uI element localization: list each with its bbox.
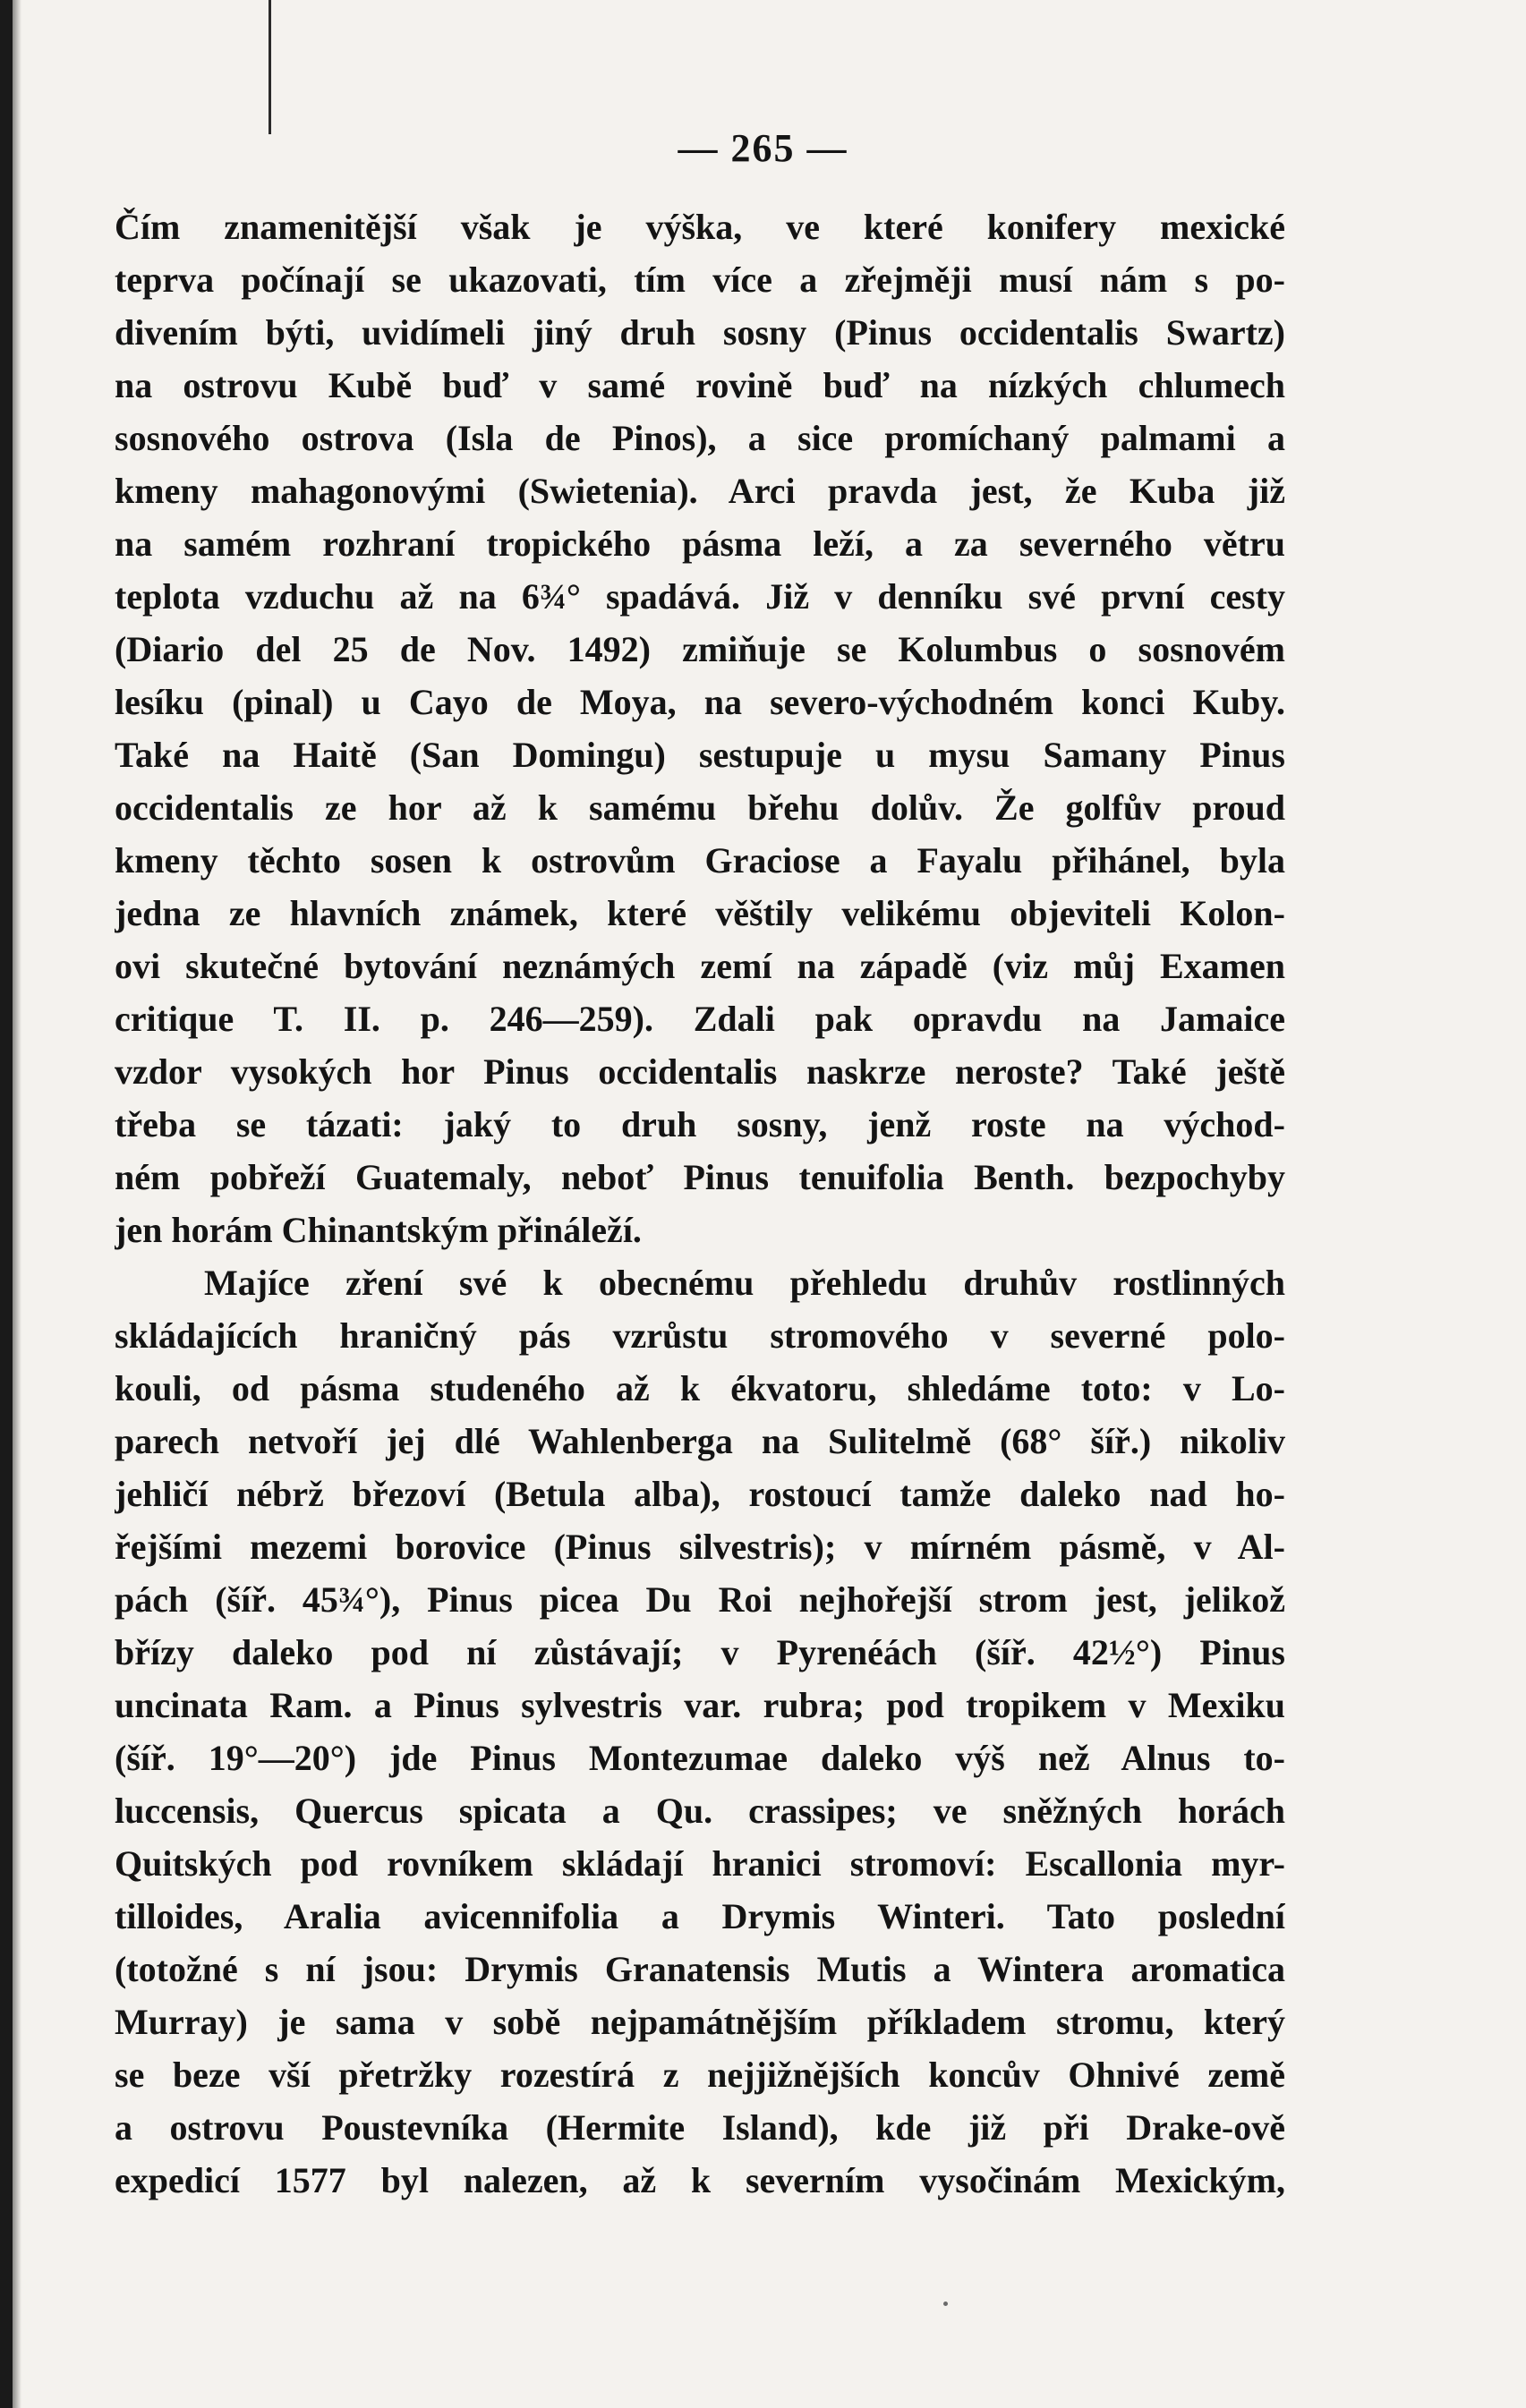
text-line: sosnového ostrova (Isla de Pinos), a sice promíchaný palmami a (115, 418, 1285, 458)
text-line: Quitských pod rovníkem skládají hranici stromoví: Escallonia myr- (115, 1843, 1285, 1884)
binding-line (269, 0, 271, 134)
text-line: vzdor vysokých hor Pinus occidentalis naskrze neroste? Také ještě (115, 1051, 1285, 1092)
text-line: (šíř. 19°—20°) jde Pinus Montezumae daleko výš než Alnus to- (115, 1738, 1285, 1778)
text-line: břízy daleko pod ní zůstávají; v Pyrenéách (šíř. 42½°) Pinus (115, 1632, 1285, 1672)
text-line: (Diario del 25 de Nov. 1492) zmiňuje se Kolumbus o sosnovém (115, 629, 1285, 669)
paragraph-end-line: jen horám Chinantským přináleží. (115, 1210, 642, 1250)
page-number-header: — 265 — (678, 126, 848, 170)
text-line: kouli, od pásma studeného až k ékvatoru, shledáme toto: v Lo- (115, 1368, 1285, 1408)
scan-speck (943, 2302, 948, 2306)
text-line: kmeny těchto sosen k ostrovům Graciose a Fayalu přihánel, byla (115, 840, 1285, 881)
text-line: řejšími mezemi borovice (Pinus silvestris); v mírném pásmě, v Al- (115, 1527, 1285, 1567)
text-line: ném pobřeží Guatemaly, neboť Pinus tenuifolia Benth. bezpochyby (115, 1157, 1285, 1197)
text-line: expedicí 1577 byl nalezen, až k severním vysočinám Mexickým, (115, 2160, 1285, 2200)
scan-edge-shadow (13, 0, 21, 2408)
text-line: ovi skutečné bytování neznámých zemí na západě (viz můj Examen (115, 946, 1285, 986)
body-text (115, 200, 1285, 2207)
text-line: tilloides, Aralia avicennifolia a Drymis Winteri. Tato poslední (115, 1896, 1285, 1936)
text-line: divením býti, uvidímeli jiný druh sosny (Pinus occidentalis Swartz) (115, 312, 1285, 353)
scan-left-edge (0, 0, 13, 2408)
text-line: skládajících hraničný pás vzrůstu stromového v severné polo- (115, 1315, 1285, 1356)
text-line: Murray) je sama v sobě nejpamátnějším příkladem stromu, který (115, 2002, 1285, 2042)
text-line: critique T. II. p. 246—259). Zdali pak opravdu na Jamaice (115, 999, 1285, 1039)
text-line: Také na Haitě (San Domingu) sestupuje u mysu Samany Pinus (115, 735, 1285, 775)
text-line: se beze vší přetržky rozestírá z nejjižnějších koncův Ohnivé země (115, 2055, 1285, 2095)
text-line: luccensis, Quercus spicata a Qu. crassipes; ve sněžných horách (115, 1791, 1285, 1831)
text-line: jedna ze hlavních známek, které věštily velikému objeviteli Kolon- (115, 893, 1285, 933)
text-line: a ostrovu Poustevníka (Hermite Island), kde již při Drake-ově (115, 2107, 1285, 2148)
text-line: na samém rozhraní tropického pásma leží, a za severného větru (115, 523, 1285, 564)
text-line: třeba se tázati: jaký to druh sosny, jenž roste na východ- (115, 1104, 1285, 1144)
text-line: teplota vzduchu až na 6¾° spadává. Již v denníku své první cesty (115, 576, 1285, 617)
text-line: na ostrovu Kubě buď v samé rovině buď na nízkých chlumech (115, 365, 1285, 405)
text-line: pách (šíř. 45¾°), Pinus picea Du Roi nejhořejší strom jest, jelikož (115, 1579, 1285, 1620)
text-line: lesíku (pinal) u Cayo de Moya, na severo-východném konci Kuby. (115, 682, 1285, 722)
text-line: uncinata Ram. a Pinus sylvestris var. rubra; pod tropikem v Mexiku (115, 1685, 1285, 1725)
text-line: occidentalis ze hor až k samému břehu dolův. Že golfův proud (115, 787, 1285, 828)
text-line: (totožné s ní jsou: Drymis Granatensis Mutis a Wintera aromatica (115, 1949, 1285, 1989)
paragraph-start-line: Majíce zření své k obecnému přehledu druhův rostlinných (204, 1263, 1285, 1303)
text-line: teprva počínají se ukazovati, tím více a zřejměji musí nám s po- (115, 260, 1285, 300)
text-line: jehličí nébrž březoví (Betula alba), rostoucí tamže daleko nad ho- (115, 1474, 1285, 1514)
text-line: Čím znamenitější však je výška, ve které konifery mexické (115, 207, 1285, 247)
text-line: parech netvoří jej dlé Wahlenberga na Sulitelmě (68° šíř.) nikoliv (115, 1421, 1285, 1461)
text-line: kmeny mahagonovými (Swietenia). Arci pravda jest, že Kuba již (115, 471, 1285, 511)
